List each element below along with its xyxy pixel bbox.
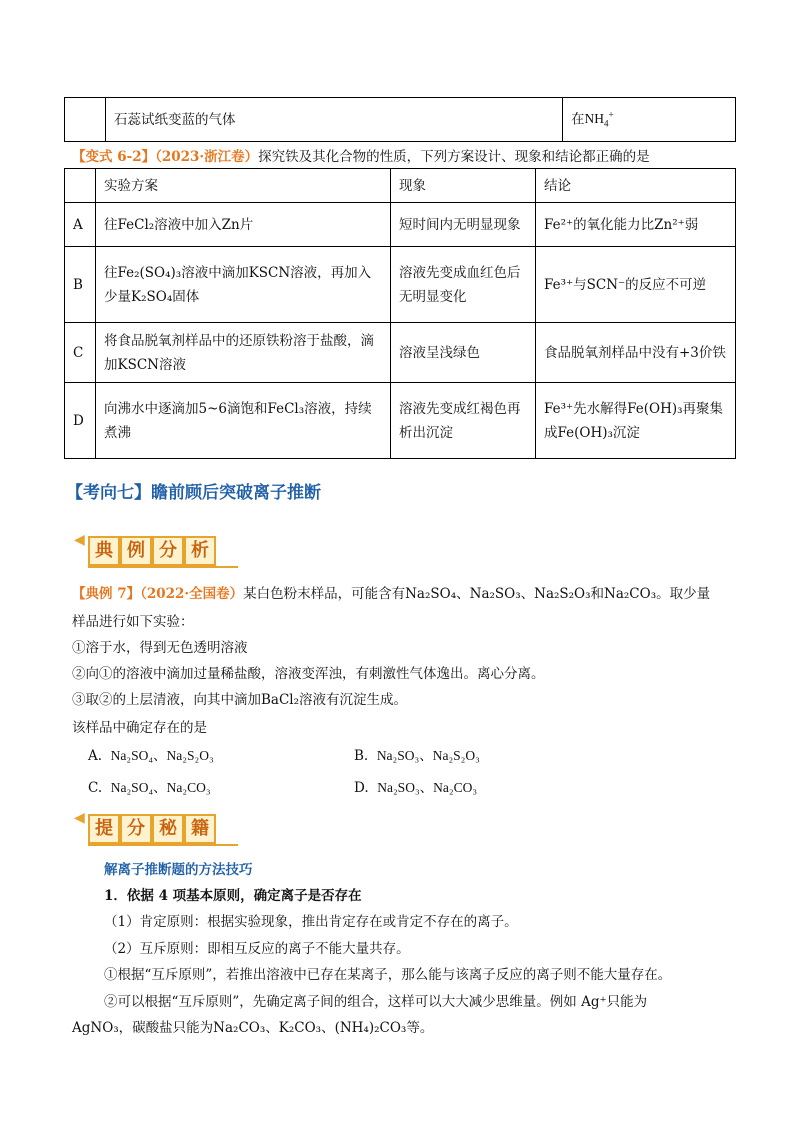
variant-tag: 【变式 6-2】	[72, 149, 156, 165]
row-phenomenon: 溶液先变成红褐色再析出沉淀	[391, 383, 536, 459]
banner-tile: 分	[120, 814, 152, 844]
option-a[interactable]	[88, 744, 214, 764]
banner-tile: 例	[120, 536, 152, 566]
option-text: Na₂SO₄、Na₂S₂O₃	[110, 748, 214, 763]
option-label: A.	[88, 748, 103, 764]
nh4-formula	[584, 109, 614, 130]
table-row	[65, 203, 736, 247]
nh4-sup: +	[608, 109, 614, 120]
top-table-mid: 石蕊试纸变蓝的气体	[106, 98, 563, 142]
option-c[interactable]	[88, 776, 211, 796]
banner-tile: 分	[152, 536, 184, 566]
banner-tips	[74, 808, 238, 848]
header-scheme: 实验方案	[96, 169, 391, 203]
banner-tile: 析	[184, 536, 216, 566]
row-conclusion: Fe³⁺与SCN⁻的反应不可逆	[536, 247, 736, 323]
tips-p4: ②可以根据“互斥原则”，先确定离子间的组合，这样可以大大减少思维量。例如 Ag⁺只能为	[104, 994, 648, 1010]
variant-question: 探究铁及其化合物的性质，下列方案设计、现象和结论都正确的是	[258, 149, 650, 165]
row-label: D	[65, 383, 96, 459]
example-source: （2022·全国卷）	[140, 586, 244, 602]
top-table-blank	[65, 98, 106, 142]
variant-source: （2023·浙江卷）	[155, 149, 259, 165]
banner-tile: 典	[88, 536, 120, 566]
header-phenomenon: 现象	[391, 169, 536, 203]
banner-tile: 秘	[152, 814, 184, 844]
horn-icon: ◀	[74, 532, 85, 548]
row-scheme: 将食品脱氧剂样品中的还原铁粉溶于盐酸，滴加KSCN溶液	[96, 323, 391, 383]
table-row	[65, 247, 736, 323]
nh4-base: NH	[584, 111, 604, 127]
option-label: C.	[88, 780, 103, 796]
row-label: B	[65, 247, 96, 323]
row-conclusion: 食品脱氧剂样品中没有+3价铁	[536, 323, 736, 383]
row-phenomenon: 短时间内无明显现象	[391, 203, 536, 247]
option-text: Na₂SO₃、Na₂CO₃	[377, 780, 478, 795]
row-conclusion: Fe²⁺的氧化能力比Zn²⁺弱	[536, 203, 736, 247]
tips-p3: ①根据“互斥原则”，若推出溶液中已存在某离子，那么能与该离子反应的离子则不能大量存在。	[104, 967, 672, 983]
row-phenomenon: 溶液先变成血红色后无明显变化	[391, 247, 536, 323]
banner-underline	[88, 566, 238, 568]
tips-p2: （2）互斥原则：即相互反应的离子不能大量共存。	[104, 941, 410, 957]
example-step-3: ③取②的上层清液，向其中滴加BaCl₂溶液有沉淀生成。	[72, 692, 408, 708]
option-b[interactable]	[354, 744, 480, 764]
tips-p1: （1）肯定原则：根据实验现象，推出肯定存在或肯定不存在的离子。	[104, 914, 518, 930]
row-scheme: 往FeCl₂溶液中加入Zn片	[96, 203, 391, 247]
example-intro-text: 某白色粉末样品，可能含有Na₂SO₄、Na₂SO₃、Na₂S₂O₃和Na₂CO₃。取少量	[243, 586, 711, 602]
option-text: Na₂SO₄、Na₂CO₃	[110, 780, 211, 795]
banner-tile: 提	[88, 814, 120, 844]
top-table-right	[563, 98, 736, 142]
tips-point1: 1．依据 4 项基本原则，确定离子是否存在	[104, 888, 362, 904]
option-label: D.	[354, 780, 369, 796]
example-tag: 【典例 7】	[72, 586, 141, 602]
table-row	[65, 323, 736, 383]
row-label: A	[65, 203, 96, 247]
banner-example-analysis	[74, 530, 238, 570]
option-text: Na₂SO₃、Na₂S₂O₃	[376, 748, 480, 763]
row-scheme: 向沸水中逐滴加5~6滴饱和FeCl₃溶液，持续煮沸	[96, 383, 391, 459]
variant-line	[72, 145, 650, 165]
banner-tile: 籍	[184, 814, 216, 844]
tips-heading: 解离子推断题的方法技巧	[104, 862, 253, 878]
row-scheme: 往Fe₂(SO₄)₃溶液中滴加KSCN溶液，再加入少量K₂SO₄固体	[96, 247, 391, 323]
nh4-sub: 4	[604, 119, 609, 130]
header-blank	[65, 169, 96, 203]
banner-underline	[88, 844, 238, 846]
top-table-right-prefix: 在	[571, 111, 585, 128]
example-step-1: ①溶于水，得到无色透明溶液	[72, 640, 248, 656]
table-header-row	[65, 169, 736, 203]
row-phenomenon: 溶液呈浅绿色	[391, 323, 536, 383]
example-step-2: ②向①的溶液中滴加过量稀盐酸，溶液变浑浊，有刺激性气体逸出。离心分离。	[72, 666, 545, 682]
example-question: 该样品中确定存在的是	[72, 720, 207, 736]
row-label: C	[65, 323, 96, 383]
example-intro	[72, 582, 710, 602]
experiment-table	[64, 168, 736, 459]
top-table	[64, 97, 736, 142]
section-title: 【考向七】瞻前顾后突破离子推断	[66, 483, 321, 503]
row-conclusion: Fe³⁺先水解得Fe(OH)₃再聚集成Fe(OH)₃沉淀	[536, 383, 736, 459]
option-label: B.	[354, 748, 369, 764]
example-intro2: 样品进行如下实验：	[72, 614, 194, 630]
table-row	[65, 383, 736, 459]
header-conclusion: 结论	[536, 169, 736, 203]
option-d[interactable]	[354, 776, 477, 796]
tips-p5: AgNO₃，碳酸盐只能为Na₂CO₃、K₂CO₃、(NH₄)₂CO₃等。	[72, 1020, 434, 1036]
horn-icon: ◀	[74, 810, 85, 826]
